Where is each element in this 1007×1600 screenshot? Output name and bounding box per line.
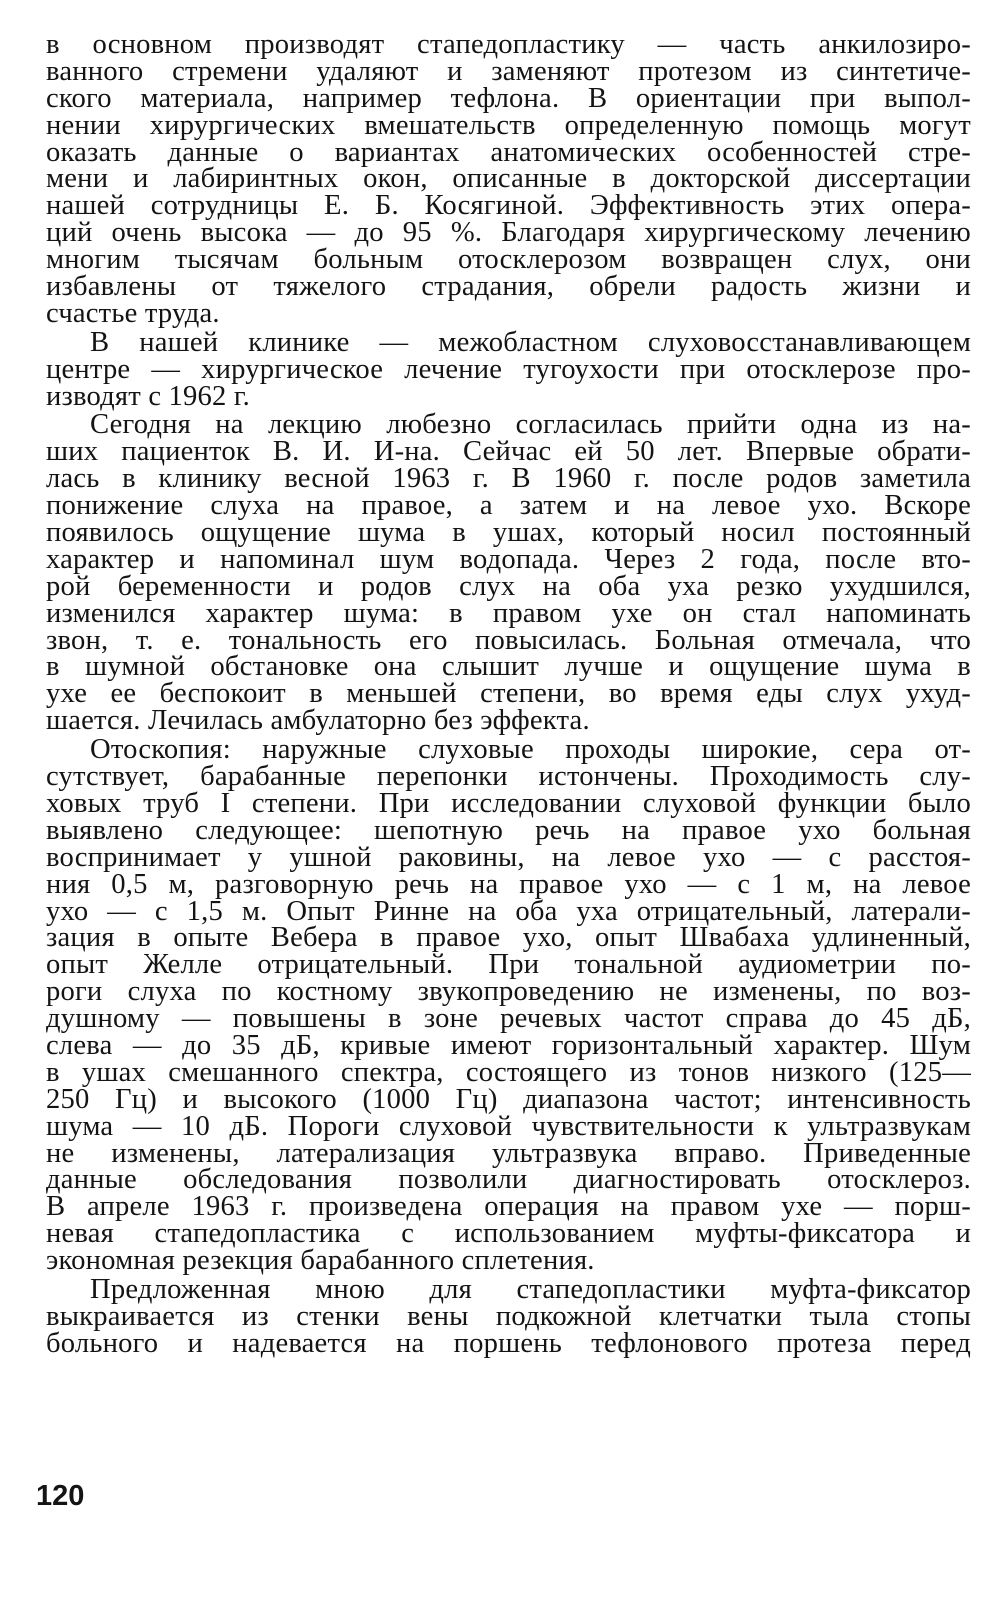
paragraph: [46, 409, 971, 737]
text-line: оказать данные о вариантах анатомических особенностей стре-: [46, 136, 971, 168]
text-line: счастье труда.: [46, 297, 220, 329]
text-line: шается. Лечилась амбулаторно без эффекта.: [46, 705, 590, 737]
text-line: шума — 10 дБ. Пороги слуховой чувствительности к ультразвукам: [46, 1110, 971, 1142]
text-line: душному — повышены в зоне речевых частот справа до 45 дБ,: [46, 1003, 971, 1035]
text-line: в основном производят стапедопластику — часть анкилозиро-: [46, 29, 971, 60]
text-line: В нашей клинике — межобластном слуховосстанавливающем: [90, 326, 971, 358]
text-line: ций очень высока — до 95 %. Благодаря хирургическому лечению: [46, 217, 971, 249]
text-line: появилось ощущение шума в ушах, который носил постоянный: [46, 517, 971, 549]
text-line: изменился характер шума: в правом ухе он стал напоминать: [46, 597, 971, 629]
text-line: рой беременности и родов слух на оба уха резко ухудшился,: [46, 570, 971, 602]
paragraph: [46, 29, 971, 329]
text-line: звон, т. е. тональность его повысилась. Больная отмечала, что: [46, 624, 971, 656]
text-line: мени и лабиринтных окон, описанные в докторской диссертации: [46, 163, 971, 195]
page-number: 120: [36, 1480, 85, 1512]
text-line: экономная резекция барабанного сплетения.: [46, 1245, 595, 1277]
text-line: изводят с 1962 г.: [46, 380, 250, 412]
text-line: в ушах смешанного спектра, состоящего из тонов низкого (125—: [46, 1056, 971, 1088]
text-line: ховых труб I степени. При исследовании слуховой функции было: [46, 787, 971, 819]
text-line: В апреле 1963 г. произведена операция на правом ухе — порш-: [46, 1191, 971, 1223]
text-line: ванного стремени удаляют и заменяют протезом из синтетиче-: [46, 55, 971, 87]
text-line: слева — до 35 дБ, кривые имеют горизонтальный характер. Шум: [46, 1029, 971, 1061]
text-line: невая стапедопластика с использованием муфты-фиксатора и: [46, 1218, 971, 1250]
text-line: воспринимает у ушной раковины, на левое ухо — с расстоя-: [46, 841, 971, 873]
text-line: роги слуха по костному звукопроведению не изменены, по воз-: [46, 976, 971, 1008]
text-line: Сегодня на лекцию любезно согласилась прийти одна из на-: [90, 409, 971, 441]
text-line: в шумной обстановке она слышит лучше и ощущение шума в: [46, 651, 971, 683]
text-line: центре — хирургическое лечение тугоухости при отосклерозе про-: [46, 353, 971, 385]
paragraph: [46, 1273, 971, 1359]
text-line: ухо — с 1,5 м. Опыт Ринне на оба уха отрицательный, латерали-: [46, 895, 971, 927]
text-line: ухе ее беспокоит в меньшей степени, во время еды слух ухуд-: [46, 678, 971, 710]
text-line: выявлено следующее: шепотную речь на правое ухо больная: [46, 814, 971, 846]
text-line: зация в опыте Вебера в правое ухо, опыт Швабаха удлиненный,: [46, 922, 971, 954]
text-line: нашей сотрудницы Е. Б. Косягиной. Эффективность этих опера-: [46, 190, 971, 222]
paragraph: [46, 734, 971, 1277]
text-line: избавлены от тяжелого страдания, обрели радость жизни и: [46, 271, 971, 303]
text-line: характер и напоминал шум водопада. Через 2 года, после вто-: [46, 543, 971, 575]
text-body: [46, 29, 971, 1359]
text-line: ского материала, например тефлона. В ориентации при выпол-: [46, 82, 971, 114]
text-line: сутствует, барабанные перепонки истончены. Проходимость слу-: [46, 761, 971, 793]
text-line: 250 Гц) и высокого (1000 Гц) диапазона частот; интенсивность: [46, 1083, 971, 1115]
text-line: данные обследования позволили диагностировать отосклероз.: [46, 1164, 971, 1196]
text-line: ния 0,5 м, разговорную речь на правое ухо — с 1 м, на левое: [46, 868, 971, 900]
paragraph: [46, 326, 971, 412]
text-line: Отоскопия: наружные слуховые проходы широкие, сера от-: [90, 734, 971, 766]
text-line: больного и надевается на поршень тефлонового протеза перед: [46, 1327, 971, 1359]
text-line: многим тысячам больным отосклерозом возвращен слух, они: [46, 244, 971, 276]
text-line: не изменены, латерализация ультразвука вправо. Приведенные: [46, 1137, 971, 1169]
text-line: лась в клинику весной 1963 г. В 1960 г. после родов заметила: [46, 463, 971, 495]
text-line: опыт Желле отрицательный. При тональной аудиометрии по-: [46, 949, 971, 981]
text-line: понижение слуха на правое, а затем и на левое ухо. Вскоре: [46, 490, 971, 522]
text-line: выкраивается из стенки вены подкожной клетчатки тыла стопы: [46, 1300, 971, 1332]
text-line: нении хирургических вмешательств определенную помощь могут: [46, 109, 971, 141]
text-line: ших пациенток В. И. И-на. Сейчас ей 50 лет. Впервые обрати-: [46, 436, 971, 468]
text-line: Предложенная мною для стапедопластики муфта-фиксатор: [90, 1273, 971, 1305]
